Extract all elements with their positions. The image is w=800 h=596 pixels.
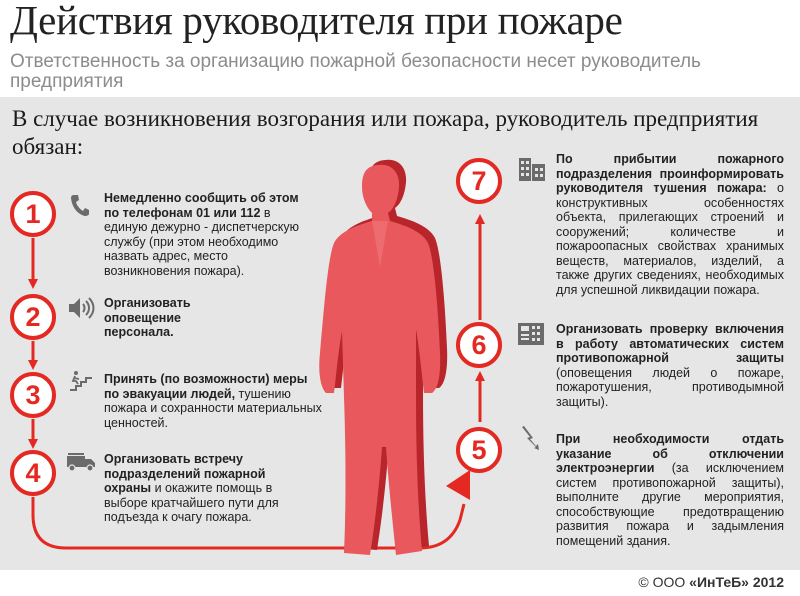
step-7-text xyxy=(556,152,784,297)
step-2-text xyxy=(104,296,224,340)
step-7-number: 7 xyxy=(456,158,502,204)
step-4-number: 4 xyxy=(10,450,56,496)
page-title: Действия руководителя при пожаре xyxy=(10,0,623,43)
step-4-detail: и окажите помощь в выборе кратчайшего пути для подъезда к очагу пожара. xyxy=(104,481,279,524)
step-6-detail: (оповещения людей о пожаре, пожаротушения, противодымной защиты). xyxy=(556,365,784,409)
step-1-bold: Немедленно сообщить об этом по телефонам 01 или 112 xyxy=(104,191,299,220)
brand-name: «ИнТеБ» xyxy=(689,574,749,590)
step-2-number: 2 xyxy=(10,294,56,340)
step-4-text xyxy=(104,452,309,525)
step-3-text xyxy=(104,372,324,430)
step-1-number: 1 xyxy=(10,191,56,237)
step-7-detail: о конструктивных особенностях объекта, прилегающих строений и сооружений; количестве и пожароопасных свойствах хранимых веществ, материалов, изделий, а также других сведениях, необходимых для успешной ликвидации пожара. xyxy=(556,181,784,297)
step-6-bold: Организовать проверку включения в работу автоматических систем противопожарной защиты xyxy=(556,322,784,365)
lightning-icon xyxy=(519,425,541,451)
step-5-text xyxy=(556,432,784,548)
step-5-number: 5 xyxy=(456,427,502,473)
step-2-bold: Организовать оповещение персонала. xyxy=(104,296,191,339)
phone-icon xyxy=(70,193,90,217)
step-1-detail: в единую дежурно - диспетчерскую службу (при этом необходимо назвать адрес, место возникновения пожара). xyxy=(104,205,300,278)
copyright-label: © ООО xyxy=(638,574,686,590)
copyright-footer xyxy=(638,574,784,590)
step-6-text xyxy=(556,322,784,409)
step-1-text xyxy=(104,191,314,278)
step-6-number: 6 xyxy=(456,322,502,368)
intro-heading: В случае возникновения возгорания или пожара, руководитель предприятия обязан: xyxy=(12,106,759,159)
page-subtitle: Ответственность за организацию пожарной безопасности несет руководитель предприятия xyxy=(10,51,701,92)
control-panel-icon xyxy=(517,322,545,346)
fire-truck-icon xyxy=(66,452,96,472)
buildings-icon xyxy=(517,152,547,182)
step-3-number: 3 xyxy=(10,372,56,418)
step-3-detail: тушению пожара и сохранности материальных ценностей. xyxy=(104,386,322,430)
evacuation-stairs-icon xyxy=(68,370,94,392)
copyright-year: 2012 xyxy=(752,574,784,590)
step-5-detail: (за исключением систем противопожарной защиты), выполните другие мероприятия, способствующие предотвращению развития пожара и задымления помещений здания. xyxy=(556,461,784,548)
step-7-bold: По прибытии пожарного подразделения проинформировать руководителя тушения пожара: xyxy=(556,152,784,195)
speaker-icon xyxy=(67,296,95,320)
manager-silhouette xyxy=(300,157,470,562)
step-4-bold: Организовать встречу подразделений пожарной охраны xyxy=(104,452,266,495)
step-3-bold: Принять (по возможности) меры по эвакуации людей, xyxy=(104,372,308,401)
step-5-bold: При необходимости отдать указание об отключении электроэнергии xyxy=(556,432,784,475)
